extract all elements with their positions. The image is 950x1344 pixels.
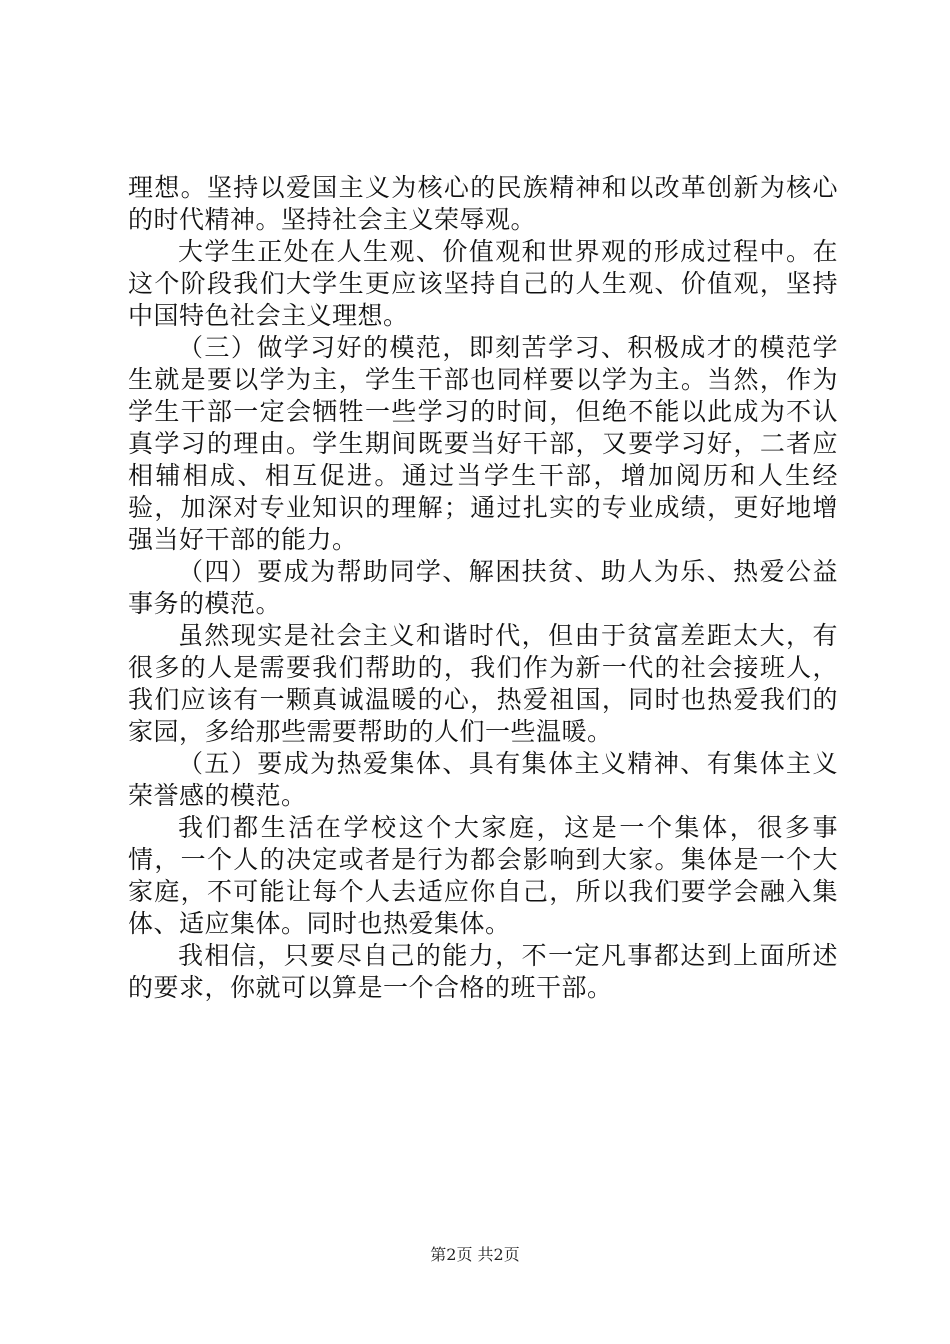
paragraph-1: 理想。坚持以爱国主义为核心的民族精神和以改革创新为核心的时代精神。坚持社会主义荣辱观。 [128, 173, 838, 234]
paragraph-5: 虽然现实是社会主义和谐时代，但由于贫富差距太大，有很多的人是需要我们帮助的，我们作为新一代的社会接班人，我们应该有一颗真诚温暖的心，热爱祖国，同时也热爱我们的家园，多给那些需要帮助的人们一些温暖。 [128, 621, 838, 746]
paragraph-8: 我相信，只要尽自己的能力，不一定凡事都达到上面所述的要求，你就可以算是一个合格的班干部。 [128, 941, 838, 1002]
document-body [128, 172, 838, 1004]
paragraph-6: （五）要成为热爱集体、具有集体主义精神、有集体主义荣誉感的模范。 [128, 749, 838, 810]
paragraph-3: （三）做学习好的模范，即刻苦学习、积极成才的模范学生就是要以学为主，学生干部也同样要以学为主。当然，作为学生干部一定会牺牲一些学习的时间，但绝不能以此成为不认真学习的理由。学生期间既要当好干部，又要学习好，二者应相辅相成、相互促进。通过当学生干部，增加阅历和人生经验，加深对专业知识的理解；通过扎实的专业成绩，更好地增强当好干部的能力。 [128, 333, 838, 554]
paragraph-2: 大学生正处在人生观、价值观和世界观的形成过程中。在这个阶段我们大学生更应该坚持自己的人生观、价值观，坚持中国特色社会主义理想。 [128, 237, 838, 330]
paragraph-7: 我们都生活在学校这个大家庭，这是一个集体，很多事情，一个人的决定或者是行为都会影响到大家。集体是一个大家庭，不可能让每个人去适应你自己，所以我们要学会融入集体、适应集体。同时也热爱集体。 [128, 813, 838, 938]
page-number-label: 第2页 共2页 [430, 1245, 520, 1264]
paragraph-4: （四）要成为帮助同学、解困扶贫、助人为乐、热爱公益事务的模范。 [128, 557, 838, 618]
page-footer [0, 1245, 950, 1265]
